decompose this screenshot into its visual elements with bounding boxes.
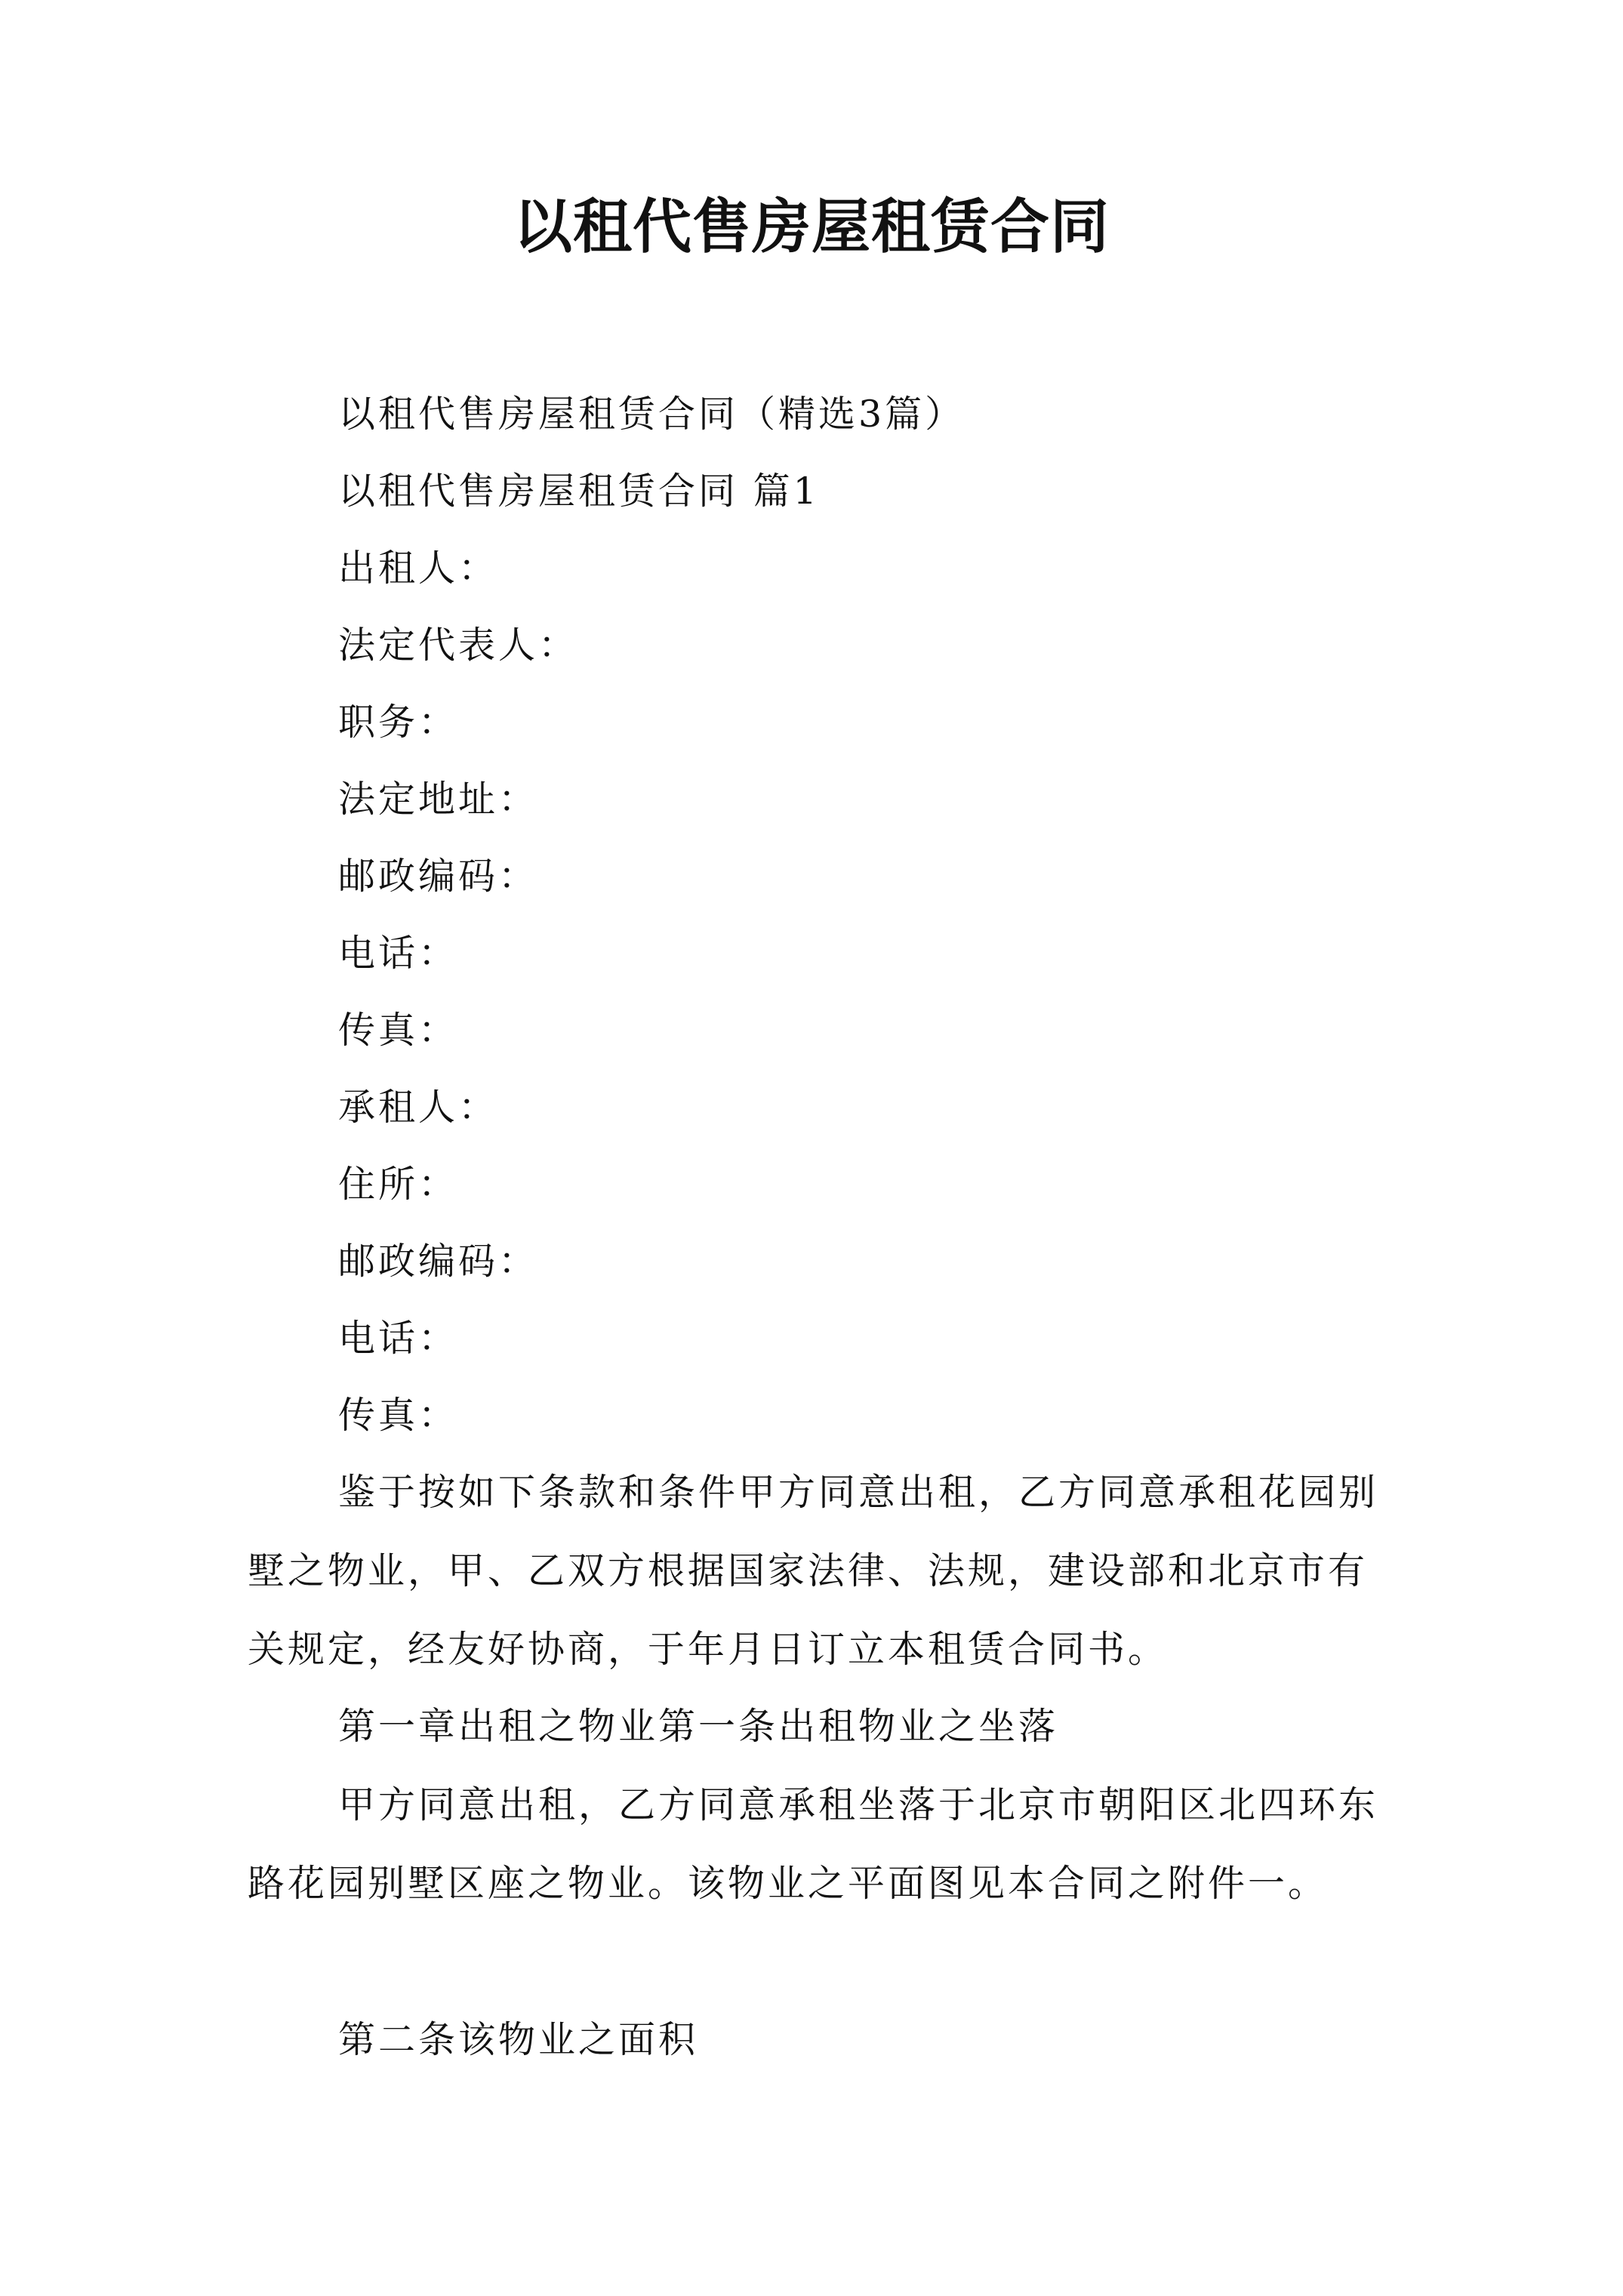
field-postal-code-lessor: 邮政编码： [338, 855, 539, 898]
paragraph-article-two: 第二条该物业之面积 [338, 2018, 699, 2061]
field-residence: 住所： [338, 1163, 459, 1206]
subtitle-selection: 以租代售房屋租赁合同（精选3篇） [338, 393, 965, 436]
paragraph-location: 甲方同意出租，乙方同意承租坐落于北京市朝阳区北四环东路花园别墅区座之物业。该物业之平面图见本合同之附件一。 [248, 1783, 1379, 1905]
paragraph-chapter-one: 第一章出租之物业第一条出租物业之坐落 [338, 1705, 1059, 1748]
field-lessor: 出租人： [338, 547, 499, 590]
document-title: 以租代售房屋租赁合同 [513, 193, 1110, 261]
field-fax-lessee: 传真： [338, 1394, 459, 1437]
paragraph-preamble: 鉴于按如下条款和条件甲方同意出租，乙方同意承租花园别墅之物业，甲、乙双方根据国家法律、法规，建设部和北京市有关规定，经友好协商，于年月日订立本租赁合同书。 [248, 1471, 1379, 1671]
field-phone-lessor: 电话： [338, 932, 459, 975]
field-lessee: 承租人： [338, 1086, 499, 1129]
field-legal-address: 法定地址： [338, 778, 539, 821]
section-heading-part1: 以租代售房屋租赁合同 篇1 [338, 470, 820, 513]
field-postal-code-lessee: 邮政编码： [338, 1240, 539, 1283]
field-legal-representative: 法定代表人： [338, 624, 579, 667]
field-phone-lessee: 电话： [338, 1317, 459, 1360]
field-position: 职务： [338, 701, 459, 744]
field-fax-lessor: 传真： [338, 1009, 459, 1052]
